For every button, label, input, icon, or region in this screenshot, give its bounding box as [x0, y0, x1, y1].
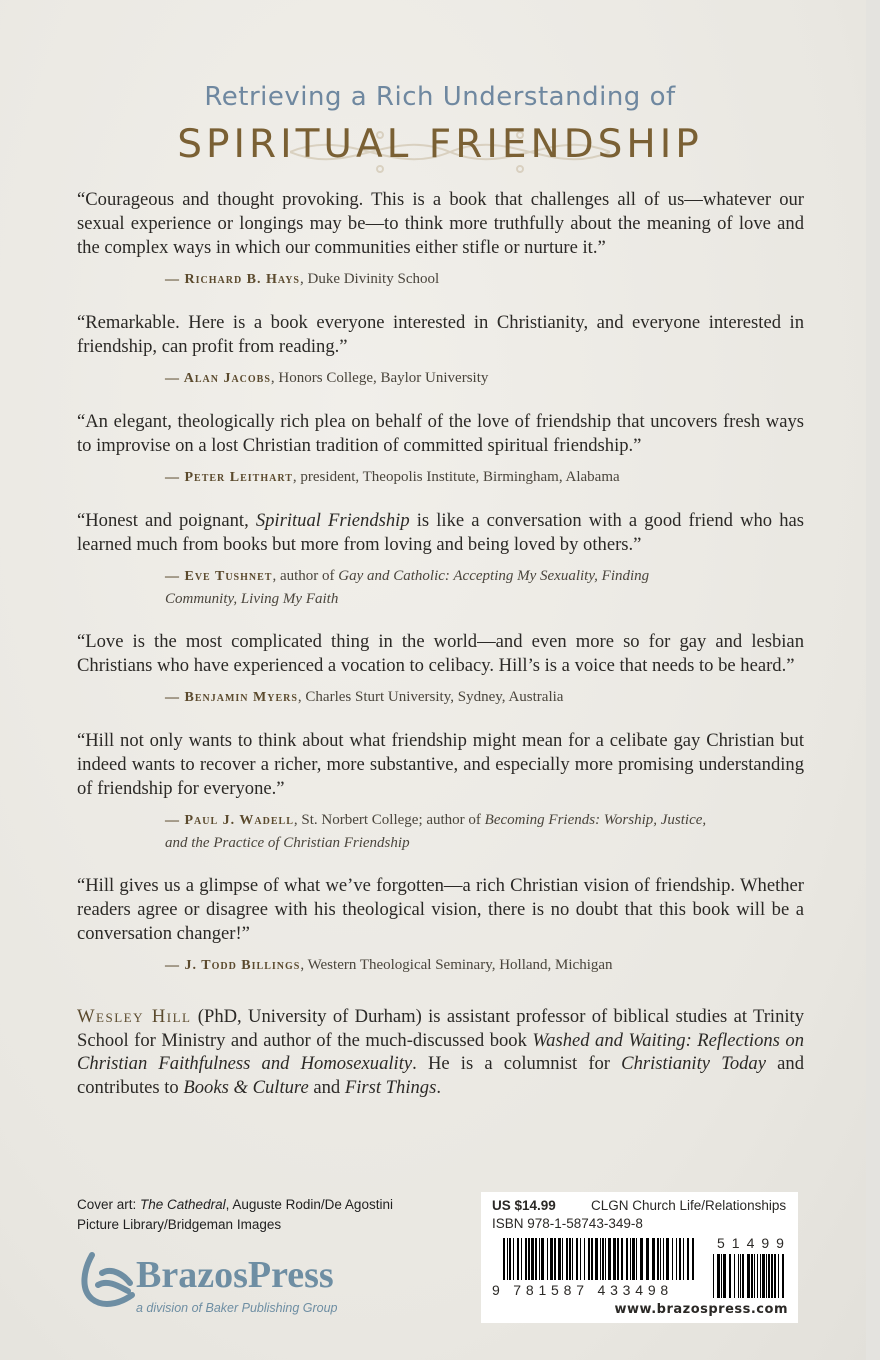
publisher-url: www.brazospress.com: [614, 1302, 788, 1317]
barcode-bar: [652, 1238, 655, 1280]
barcode-bar: [605, 1238, 606, 1280]
credit-text: Cover art:: [77, 1197, 141, 1212]
barcode-bar: [626, 1238, 628, 1280]
endorser-book: Becoming Friends: Worship, Justice, and the Practice of Christian Friendship: [165, 812, 707, 851]
barcode-bar: [539, 1238, 540, 1280]
barcode-bar: [666, 1238, 669, 1280]
cover-footer: [77, 1165, 804, 1330]
barcode-box: [481, 1192, 798, 1323]
endorser-affiliation: , Honors College, Baylor University: [270, 370, 489, 386]
barcode-bar: [646, 1238, 649, 1280]
endorsement-quote: “Courageous and thought provoking. This is a book that challenges all of us—whatever our sexual experience or longings may be—to think more truthfully about the meaning of love and the complex ways in which our communities either stifle or nurture it.”: [77, 189, 804, 258]
barcode-bar: [580, 1238, 581, 1280]
cover-title: SPIRITUAL FRIENDSHIP: [177, 122, 703, 167]
barcode-bar: [503, 1238, 505, 1280]
barcode-bar: [584, 1238, 585, 1280]
barcode-bar: [717, 1254, 720, 1298]
barcode-bar: [595, 1238, 598, 1280]
quote-book-title: Spiritual Friendship: [255, 510, 410, 531]
barcode-bar: [778, 1254, 779, 1298]
barcode-bar: [734, 1254, 735, 1298]
barcode-bar: [721, 1254, 722, 1298]
barcode-bar: [613, 1238, 616, 1280]
barcode-bar: [663, 1238, 664, 1280]
barcode-bar: [630, 1238, 631, 1280]
barcode-bar: [558, 1238, 561, 1280]
isbn: ISBN 978-1-58743-349-8: [492, 1216, 643, 1231]
endorsement-attribution: [165, 954, 804, 977]
endorser-name: — Richard B. Hays: [165, 272, 300, 287]
barcode-bar: [602, 1238, 604, 1280]
endorser-affiliation: , St. Norbert College; author of: [293, 812, 485, 828]
endorsement-attribution: [165, 466, 804, 489]
credit-text: , Auguste Rodin/De Agostini: [225, 1197, 393, 1212]
endorser-name: — Eve Tushnet: [165, 569, 273, 584]
author-name: Wesley Hill: [77, 1006, 192, 1027]
barcode-bar: [531, 1238, 534, 1280]
barcode-bar: [572, 1238, 573, 1280]
barcode-bar: [713, 1254, 714, 1298]
barcode-bar: [762, 1254, 765, 1298]
barcode-digits: 9 781587 433498: [492, 1282, 673, 1298]
barcode-bar: [729, 1254, 731, 1298]
barcode-bar: [687, 1238, 689, 1280]
bio-text: and: [308, 1076, 345, 1098]
barcode-bar: [751, 1254, 753, 1298]
barcode-bar: [760, 1254, 761, 1298]
barcode-bar: [591, 1238, 593, 1280]
barcode-bar: [528, 1238, 530, 1280]
bio-publication: Christianity Today: [621, 1053, 766, 1074]
barcode-addon-digits: 51499: [717, 1235, 791, 1251]
barcode-bar: [554, 1238, 556, 1280]
brazos-wave-icon: [78, 1249, 138, 1319]
endorser-book: Gay and Catholic: Accepting My Sexuality, Finding Community, Living My Faith: [165, 568, 650, 607]
endorser-name: — Peter Leithart: [165, 470, 293, 485]
barcode-bar: [525, 1238, 527, 1280]
endorser-name: — Alan Jacobs: [165, 371, 271, 386]
barcode-bar: [513, 1238, 514, 1280]
barcode-bar: [757, 1254, 758, 1298]
endorser-affiliation: , Charles Sturt University, Sydney, Australia: [297, 689, 564, 705]
barcode-bar: [782, 1254, 784, 1298]
barcode-bar: [660, 1238, 661, 1280]
barcode-bar: [747, 1254, 750, 1298]
endorser-name: — Paul J. Wadell: [165, 813, 294, 828]
quote-text: “Honest and poignant,: [77, 510, 256, 531]
endorser-affiliation: , Western Theological Seminary, Holland, Michigan: [300, 957, 613, 973]
endorsement-attribution: [165, 268, 804, 291]
endorsement-attribution: [165, 367, 804, 390]
endorsement-attribution: [165, 686, 804, 709]
bio-text: .: [436, 1076, 441, 1098]
price: US $14.99: [492, 1198, 556, 1213]
barcode-bar: [621, 1238, 623, 1280]
barcode-bar: [547, 1238, 548, 1280]
bio-book-title: Washed and Waiting: Reflections on Christian Faithfulness and Homosexuality: [77, 1029, 804, 1074]
barcode-bar: [742, 1254, 744, 1298]
barcode-bar: [640, 1238, 643, 1280]
publisher-division: a division of Baker Publishing Group: [136, 1301, 338, 1315]
cover-subtitle: Retrieving a Rich Understanding of: [204, 82, 676, 112]
endorsement-quote: “Hill gives us a glimpse of what we’ve forgotten—a rich Christian vision of friendship. Whether readers agree or disagree with his theological vision, there is no doubt that this book will be a conversation changer!”: [77, 875, 804, 944]
author-bio: [77, 1005, 804, 1099]
barcode-bar: [676, 1238, 677, 1280]
barcode-bar: [683, 1238, 684, 1280]
endorsement-attribution: [165, 809, 725, 854]
cover-header: [0, 82, 880, 182]
barcode-bar: [566, 1238, 568, 1280]
cover-art-credit: [77, 1195, 393, 1235]
barcode-bar: [754, 1254, 755, 1298]
barcode-bar: [509, 1238, 511, 1280]
barcode-bar: [588, 1238, 590, 1280]
barcode-bar: [535, 1238, 537, 1280]
barcode-bar: [600, 1238, 601, 1280]
quote-text: is like a conversation with a good friend who has learned much from books but more from loving and being loved by others.”: [77, 510, 804, 555]
barcode-bar: [569, 1238, 571, 1280]
endorser-affiliation: , author of: [272, 568, 339, 584]
publisher-name: BrazosPress: [136, 1254, 334, 1296]
barcode-bar: [517, 1238, 519, 1280]
publisher-logo: [78, 1253, 378, 1333]
endorser-affiliation: , Duke Divinity School: [299, 271, 440, 287]
barcode-bar: [632, 1238, 635, 1280]
barcode-bar: [738, 1254, 739, 1298]
barcode-bar: [521, 1238, 522, 1280]
bio-publication: Books & Culture: [183, 1076, 309, 1098]
barcode-bar: [636, 1238, 637, 1280]
barcode-bar: [768, 1254, 770, 1298]
barcode-bar: [679, 1238, 681, 1280]
endorser-name: — J. Todd Billings: [165, 958, 301, 973]
barcode-bar: [507, 1238, 508, 1280]
barcode-bar: [740, 1254, 741, 1298]
endorsement-quote: “Remarkable. Here is a book everyone interested in Christianity, and everyone interested in friendship, can profit from reading.”: [77, 312, 804, 357]
barcode-bar: [576, 1238, 578, 1280]
endorsement-quote: “Hill not only wants to think about what friendship might mean for a celibate gay Christian but indeed wants to recover a richer, more substantive, and especially more promising understanding of friendship for everyone.”: [77, 730, 804, 799]
endorser-name: — Benjamin Myers: [165, 690, 298, 705]
endorsement-quote: “An elegant, theologically rich plea on behalf of the love of friendship that uncovers fresh ways to improvise on a lost Christian tradition of committed spiritual friendship.”: [77, 411, 804, 456]
barcode-bar: [723, 1254, 726, 1298]
endorsement-quote: [77, 509, 804, 557]
bio-publication: First Things: [344, 1076, 437, 1098]
barcode-bar: [608, 1238, 611, 1280]
bio-text: (PhD, University of Durham) is assistant professor of biblical studies at Trinity School for Ministry and author of the much-discussed book: [77, 1006, 804, 1051]
barcode-bar: [771, 1254, 773, 1298]
bio-text: and contributes to: [77, 1053, 804, 1098]
category: CLGN Church Life/Relationships: [591, 1198, 787, 1213]
artwork-title: The Cathedral: [140, 1197, 226, 1212]
credit-text: Picture Library/Bridgeman Images: [77, 1217, 282, 1232]
barcode-bar: [657, 1238, 659, 1280]
barcode-bar: [692, 1238, 694, 1280]
barcode-bar: [774, 1254, 776, 1298]
barcode-bar: [550, 1238, 553, 1280]
barcode-bar: [766, 1254, 767, 1298]
endorsement-quote: “Love is the most complicated thing in the world—and even more so for gay and lesbian Christians who have experienced a vocation to celibacy. Hill’s is a voice that needs to be heard.”: [77, 631, 804, 676]
barcode-bar: [562, 1238, 563, 1280]
barcode-bar: [672, 1238, 673, 1280]
barcode-bar: [541, 1238, 544, 1280]
bio-text: . He is a columnist for: [412, 1053, 622, 1074]
barcode-bar: [617, 1238, 619, 1280]
endorsement-attribution: [165, 565, 685, 610]
endorser-affiliation: , president, Theopolis Institute, Birmingham, Alabama: [292, 469, 620, 485]
